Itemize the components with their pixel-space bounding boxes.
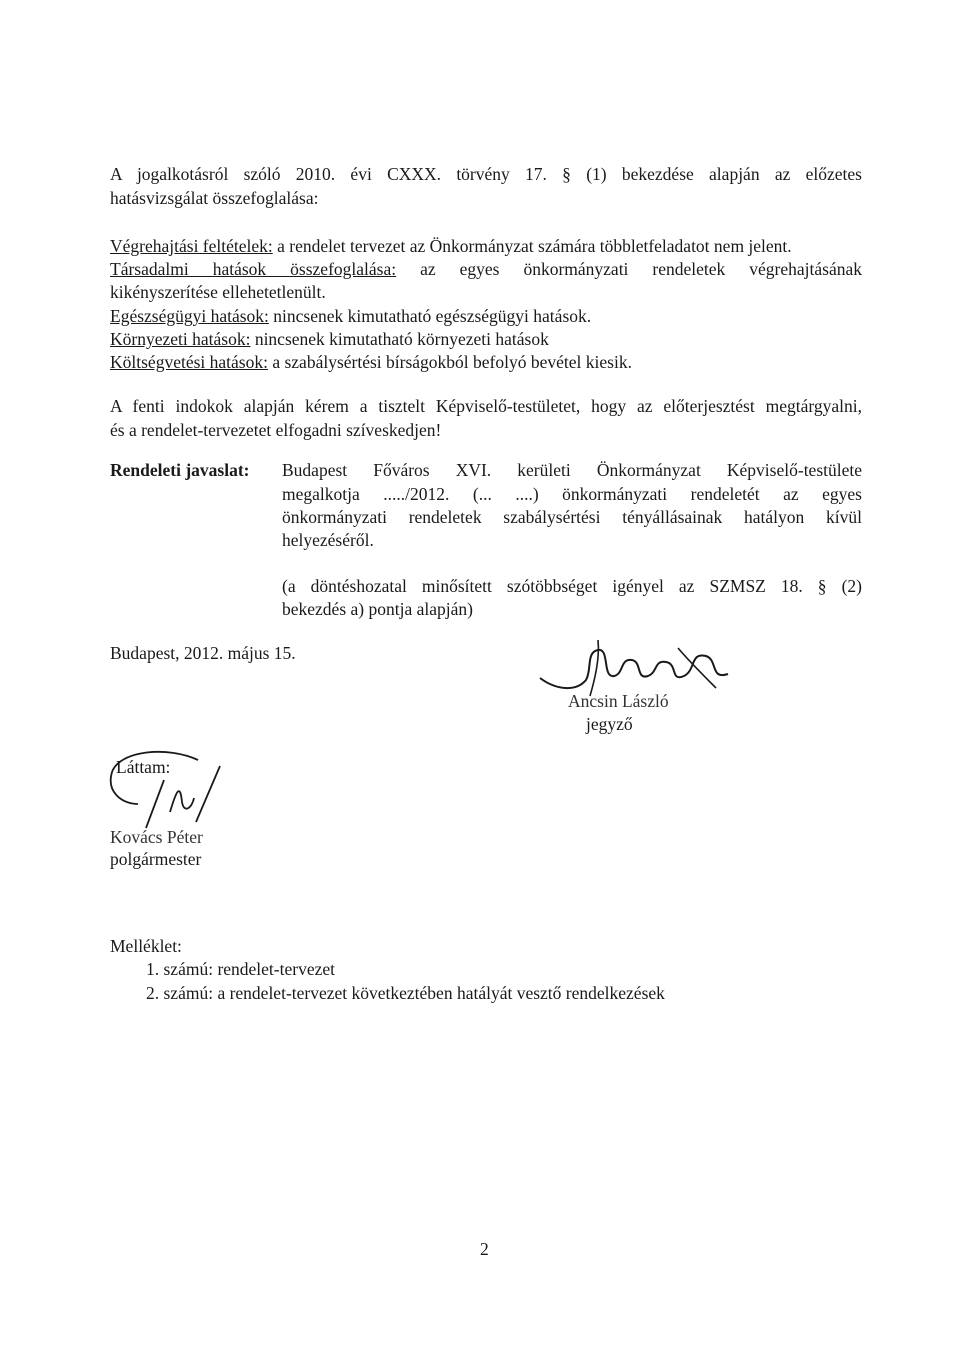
notary-title: jegyző — [586, 714, 633, 734]
intro-line-2: hatásvizsgálat összefoglalása: — [110, 188, 319, 208]
impact-koltsegvetesi-label: Költségvetési hatások: — [110, 352, 268, 372]
impact-egeszsegugyi-text: nincsenek kimutatható egészségügyi hatások. — [268, 306, 592, 326]
impact-kornyezeti-text: nincsenek kimutatható környezeti hatások — [250, 329, 549, 349]
attachment-item: 1. számú: rendelet-tervezet — [146, 959, 335, 979]
impact-vegrehajtasi-text: a rendelet tervezet az Önkormányzat számára többletfeladatot nem jelent. — [272, 236, 792, 256]
mayor-seen-label: Láttam: — [116, 757, 171, 777]
impact-tarsadalmi-line-2: kikényszerítése ellehetetlenült. — [110, 282, 326, 302]
request-line-1: A fenti indokok alapján kérem a tisztelt Képviselő-testületet, hogy az előterjesztést megtárgyalni, — [110, 396, 862, 416]
proposal-line-2: megalkotja ...../2012. (... ....) önkormányzati rendeletét az egyes — [282, 484, 862, 504]
impact-egeszsegugyi — [110, 306, 591, 327]
notary-name: Ancsin László — [568, 691, 669, 711]
mayor-initials-scribble — [136, 762, 226, 832]
impact-egeszsegugyi-label: Egészségügyi hatások: — [110, 306, 269, 326]
impact-tarsadalmi-line-1 — [110, 259, 862, 280]
impact-tarsadalmi-text-1: az egyes önkormányzati rendeletek végrehajtásának — [396, 259, 862, 279]
impact-koltsegvetesi — [110, 352, 632, 373]
impact-vegrehajtasi-label: Végrehajtási feltételek: — [110, 236, 273, 256]
proposal-line-4: helyezéséről. — [282, 530, 374, 550]
proposal-label: Rendeleti javaslat: — [110, 460, 250, 480]
proposal-note-line-2: bekezdés a) pontja alapján) — [282, 599, 473, 619]
impact-koltsegvetesi-text: a szabálysértési bírságokból befolyó bevétel kiesik. — [267, 352, 632, 372]
intro-line-1: A jogalkotásról szóló 2010. évi CXXX. törvény 17. § (1) bekezdése alapján az előzetes — [110, 164, 862, 184]
impact-kornyezeti — [110, 329, 549, 350]
attachments-heading: Melléklet: — [110, 936, 182, 956]
impact-kornyezeti-label: Környezeti hatások: — [110, 329, 251, 349]
page-number: 2 — [480, 1239, 489, 1259]
request-line-2: és a rendelet-tervezetet elfogadni szíveskedjen! — [110, 420, 442, 440]
place-date: Budapest, 2012. május 15. — [110, 643, 296, 663]
mayor-name: Kovács Péter — [110, 827, 203, 847]
proposal-line-1: Budapest Főváros XVI. kerületi Önkormányzat Képviselő-testülete — [282, 460, 862, 480]
proposal-note-line-1: (a döntéshozatal minősített szótöbbséget igényel az SZMSZ 18. § (2) — [282, 576, 862, 596]
impact-vegrehajtasi — [110, 236, 792, 257]
mayor-title: polgármester — [110, 849, 202, 869]
attachment-item: 2. számú: a rendelet-tervezet következtében hatályát vesztő rendelkezések — [146, 983, 665, 1003]
impact-tarsadalmi-label: Társadalmi hatások összefoglalása: — [110, 259, 397, 279]
proposal-line-3: önkormányzati rendeletek szabálysértési tényállásainak hatályon kívül — [282, 507, 862, 527]
